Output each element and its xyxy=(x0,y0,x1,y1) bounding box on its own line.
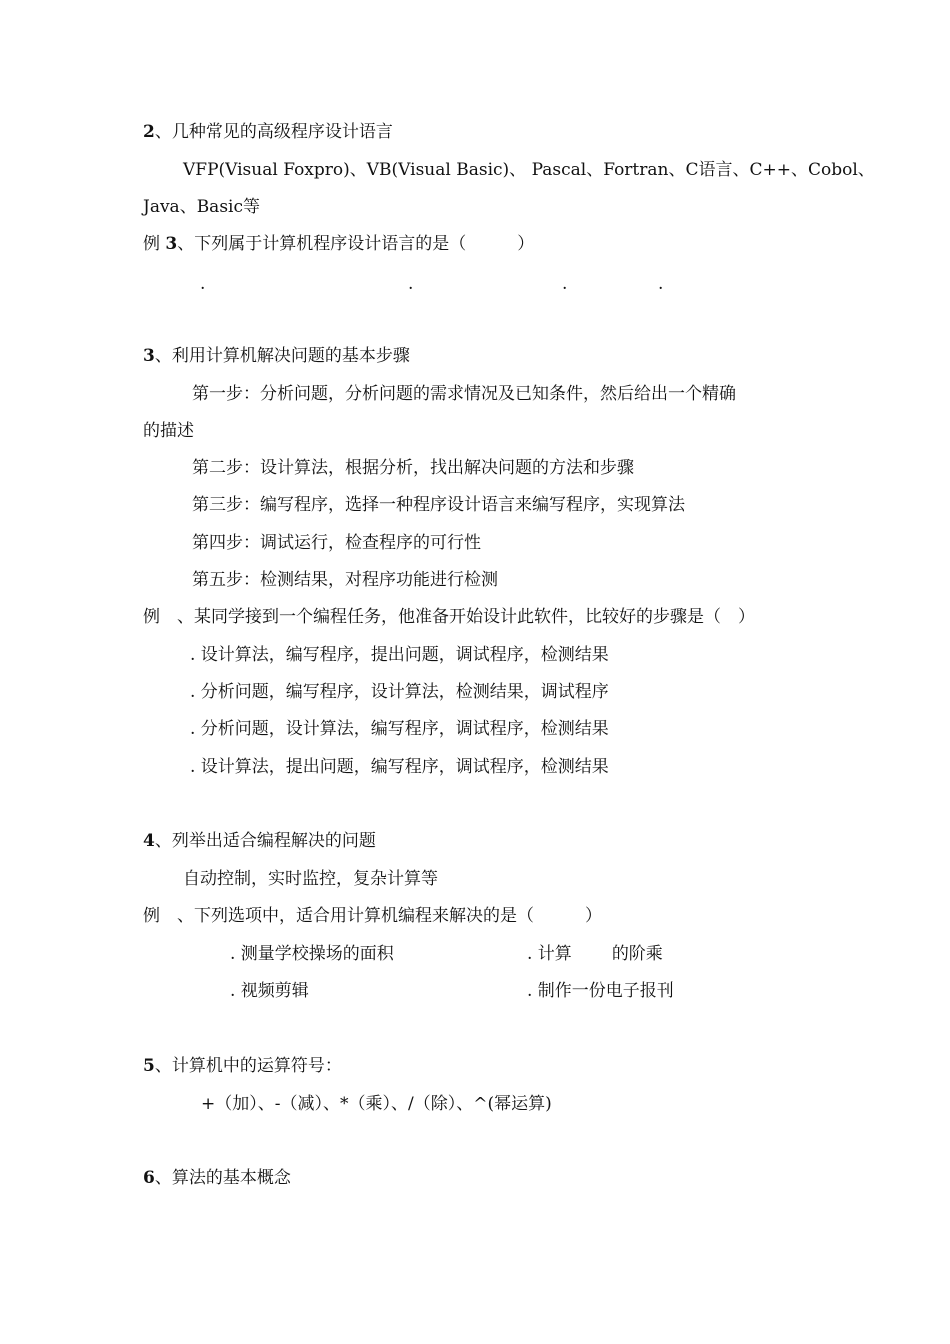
step-2: 第二步：设计算法，根据分析，找出解决问题的方法和步骤 xyxy=(192,458,634,478)
section-number: 6 xyxy=(143,1168,155,1188)
section-6-heading xyxy=(143,1167,291,1189)
option-b-text-1: . 计算 xyxy=(527,944,572,964)
section-title: 、算法的基本概念 xyxy=(154,1168,291,1188)
section-5-heading xyxy=(143,1055,342,1077)
section-4-heading xyxy=(143,830,376,852)
example-3-option-c: . xyxy=(562,274,568,294)
example-number: 3 xyxy=(165,234,178,254)
step-5: 第五步：检测结果，对程序功能进行检测 xyxy=(192,570,498,590)
example-steps-option-c: . 分析问题，设计算法，编写程序，调试程序，检测结果 xyxy=(190,719,609,739)
section-title: 、几种常见的高级程序设计语言 xyxy=(154,122,393,142)
example-prefix: 例 xyxy=(143,234,166,254)
example-steps-option-d: . 设计算法，提出问题，编写程序，调试程序，检测结果 xyxy=(190,757,609,777)
example-3-question xyxy=(143,233,534,255)
section-number: 3 xyxy=(143,346,155,366)
section-number: 2 xyxy=(143,122,155,142)
example-problems-option-a: . 测量学校操场的面积 xyxy=(230,944,394,964)
example-problems-option-b xyxy=(527,943,663,965)
section-number: 4 xyxy=(143,831,155,851)
example-3-option-a: . xyxy=(200,274,206,294)
example-problems-option-c: . 视频剪辑 xyxy=(230,981,309,1001)
section-4-content: 自动控制，实时监控，复杂计算等 xyxy=(183,869,438,889)
step-1-line-2: 的描述 xyxy=(143,421,194,441)
example-steps-option-a: . 设计算法，编写程序，提出问题，调试程序，检测结果 xyxy=(190,645,609,665)
example-steps-question: 例 、某同学接到一个编程任务，他准备开始设计此软件，比较好的步骤是（ ） xyxy=(143,607,755,627)
step-4: 第四步：调试运行，检查程序的可行性 xyxy=(192,533,481,553)
section-title: 、计算机中的运算符号： xyxy=(154,1056,342,1076)
operators-line: +（加）、-（减）、*（乘）、/（除）、^(幂运算) xyxy=(201,1094,552,1114)
example-steps-option-b: . 分析问题，编写程序，设计算法，检测结果，调试程序 xyxy=(190,682,609,702)
example-3-option-d: . xyxy=(658,274,664,294)
section-number: 5 xyxy=(143,1056,155,1076)
example-problems-option-d: . 制作一份电子报刊 xyxy=(527,981,674,1001)
section-title: 、利用计算机解决问题的基本步骤 xyxy=(154,346,410,366)
example-question-text: 、下列属于计算机程序设计语言的是（ ） xyxy=(177,234,535,254)
step-1-line-1: 第一步：分析问题，分析问题的需求情况及已知条件，然后给出一个精确 xyxy=(192,384,736,404)
languages-line-2: Java、Basic等 xyxy=(143,197,260,217)
section-title: 、列举出适合编程解决的问题 xyxy=(154,831,376,851)
step-3: 第三步：编写程序，选择一种程序设计语言来编写程序，实现算法 xyxy=(192,495,685,515)
languages-line-1: VFP(Visual Foxpro)、VB(Visual Basic)、 Pascal、Fortran、C语言、C++、Cobol、 xyxy=(183,160,875,180)
example-problems-question: 例 、下列选项中，适合用计算机编程来解决的是（ ） xyxy=(143,906,602,926)
section-2-heading xyxy=(143,121,393,143)
option-b-text-2: 的阶乘 xyxy=(611,944,663,964)
example-3-option-b: . xyxy=(408,274,414,294)
section-3-heading xyxy=(143,345,410,367)
